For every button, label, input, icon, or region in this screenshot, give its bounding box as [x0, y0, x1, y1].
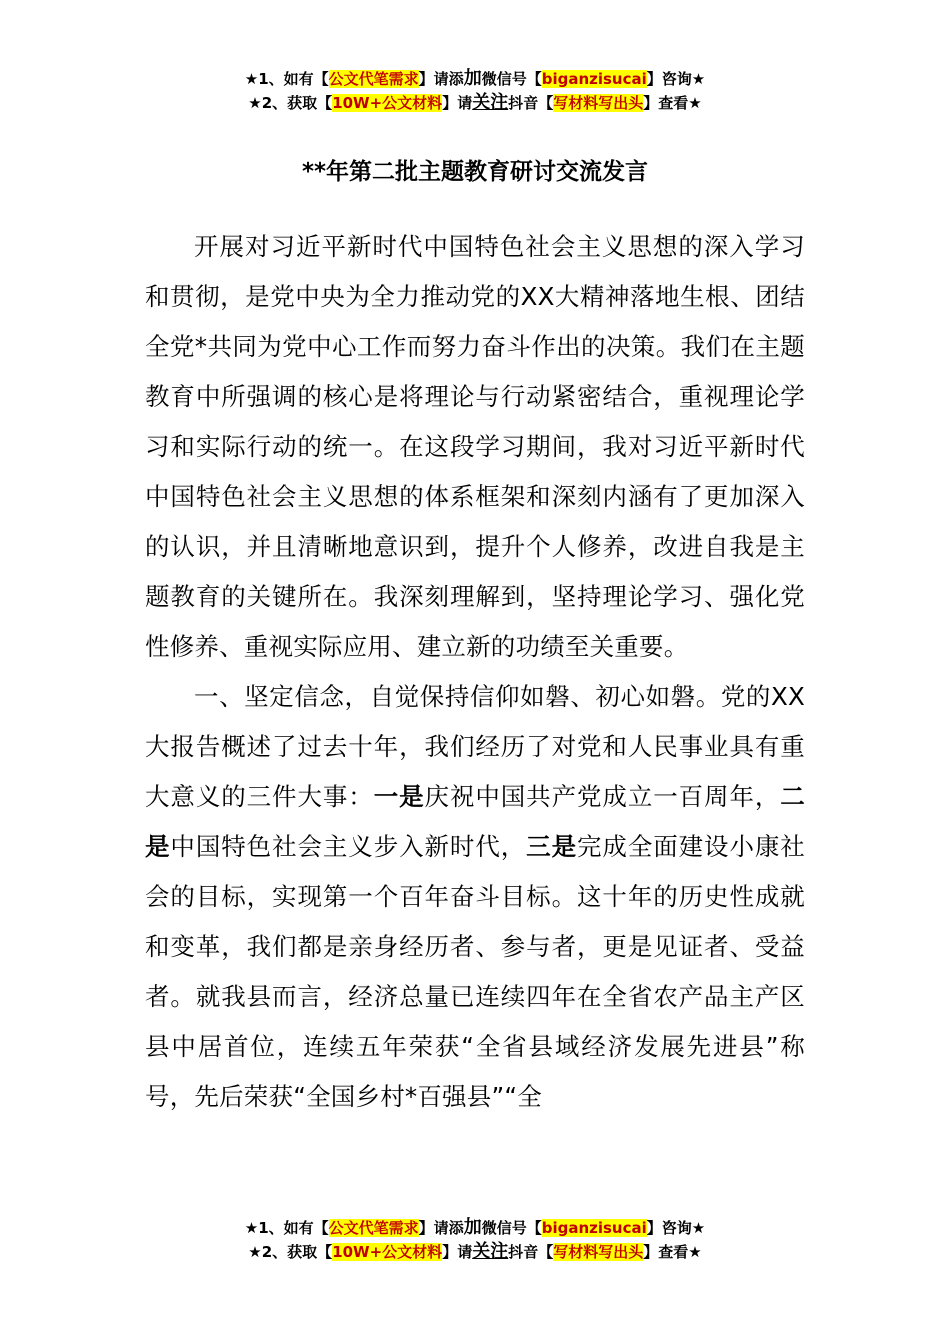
banner-top — [0, 67, 950, 115]
banner-douyin-id: 写材料写出头 — [553, 94, 644, 112]
bold-marker: 二是 — [145, 782, 805, 861]
banner-line-2 — [0, 91, 950, 115]
document-body — [145, 222, 805, 1122]
banner-bottom — [0, 1216, 950, 1264]
banner-text: 】请添 — [418, 70, 464, 88]
bold-marker: 三是 — [526, 832, 577, 861]
banner-emphasis: 加 — [463, 68, 482, 89]
text-run: 中国特色社会主义步入新时代， — [170, 832, 527, 861]
banner-text: 】请 — [442, 94, 473, 112]
banner-highlight: 公文代笔需求 — [328, 1219, 419, 1237]
banner-text: 抖音【 — [508, 94, 554, 112]
banner-text: 】咨询★ — [646, 1219, 706, 1237]
banner-highlight: 公文代笔需求 — [328, 70, 419, 88]
banner-line-1 — [0, 1216, 950, 1240]
banner-text: ★1、如有【 — [244, 1219, 329, 1237]
banner-text: 微信号【 — [481, 1219, 542, 1237]
banner-text: 抖音【 — [508, 1243, 554, 1261]
banner-text: 】咨询★ — [646, 70, 706, 88]
banner-text: 】请 — [442, 1243, 473, 1261]
banner-text: 微信号【 — [481, 70, 542, 88]
banner-text: 】查看★ — [643, 1243, 702, 1261]
banner-highlight: 10W+公文材料 — [332, 1243, 443, 1261]
banner-text: ★2、获取【 — [248, 94, 333, 112]
text-run: 完成全面建设小康社会的目标，实现第一个百年奋斗目标。这十年的历史性成就和变革，我们都是亲身经历者、参与者，更是见证者、受益者。就我县而言，经济总量已连续四年在全省农产品主产区县中居首位，连续五年荣获“全省县域经济发展先进县”称号，先后荣获“全国乡村*百强县”“全 — [145, 832, 805, 1111]
banner-emphasis: 加 — [463, 1217, 482, 1238]
banner-wechat-id: biganzisucai — [541, 1219, 647, 1237]
paragraph-intro: 开展对习近平新时代中国特色社会主义思想的深入学习和贯彻，是党中央为全力推动党的XX大精神落地生根、团结全党*共同为党中心工作而努力奋斗作出的决策。我们在主题教育中所强调的核心是将理论与行动紧密结合，重视理论学习和实际行动的统一。在这段学习期间，我对习近平新时代中国特色社会主义思想的体系框架和深刻内涵有了更加深入的认识，并且清晰地意识到，提升个人修养，改进自我是主题教育的关键所在。我深刻理解到，坚持理论学习、强化党性修养、重视实际应用、建立新的功绩至关重要。 — [145, 232, 805, 661]
text-run: 一、坚定信念，自觉保持信仰如磐、初心如磐。党的XX大报告概述了过去十年，我们经历了对党和人民事业具有重大意义的三件大事： — [145, 682, 805, 811]
text-run: 庆祝中国共产党成立一百周年， — [424, 782, 781, 811]
banner-text: 】请添 — [418, 1219, 464, 1237]
banner-douyin-id: 写材料写出头 — [553, 1243, 644, 1261]
banner-wechat-id: biganzisucai — [541, 70, 647, 88]
banner-highlight: 10W+公文材料 — [332, 94, 443, 112]
banner-emphasis: 关注 — [472, 1241, 509, 1262]
banner-text: ★1、如有【 — [244, 70, 329, 88]
document-title: **年第二批主题教育研讨交流发言 — [301, 159, 649, 185]
banner-text: ★2、获取【 — [248, 1243, 333, 1261]
banner-line-2 — [0, 1240, 950, 1264]
banner-text: 】查看★ — [643, 94, 702, 112]
paragraph-section-1 — [145, 672, 805, 1122]
bold-marker: 一是 — [373, 782, 425, 811]
banner-emphasis: 关注 — [472, 92, 509, 113]
banner-line-1 — [0, 67, 950, 91]
